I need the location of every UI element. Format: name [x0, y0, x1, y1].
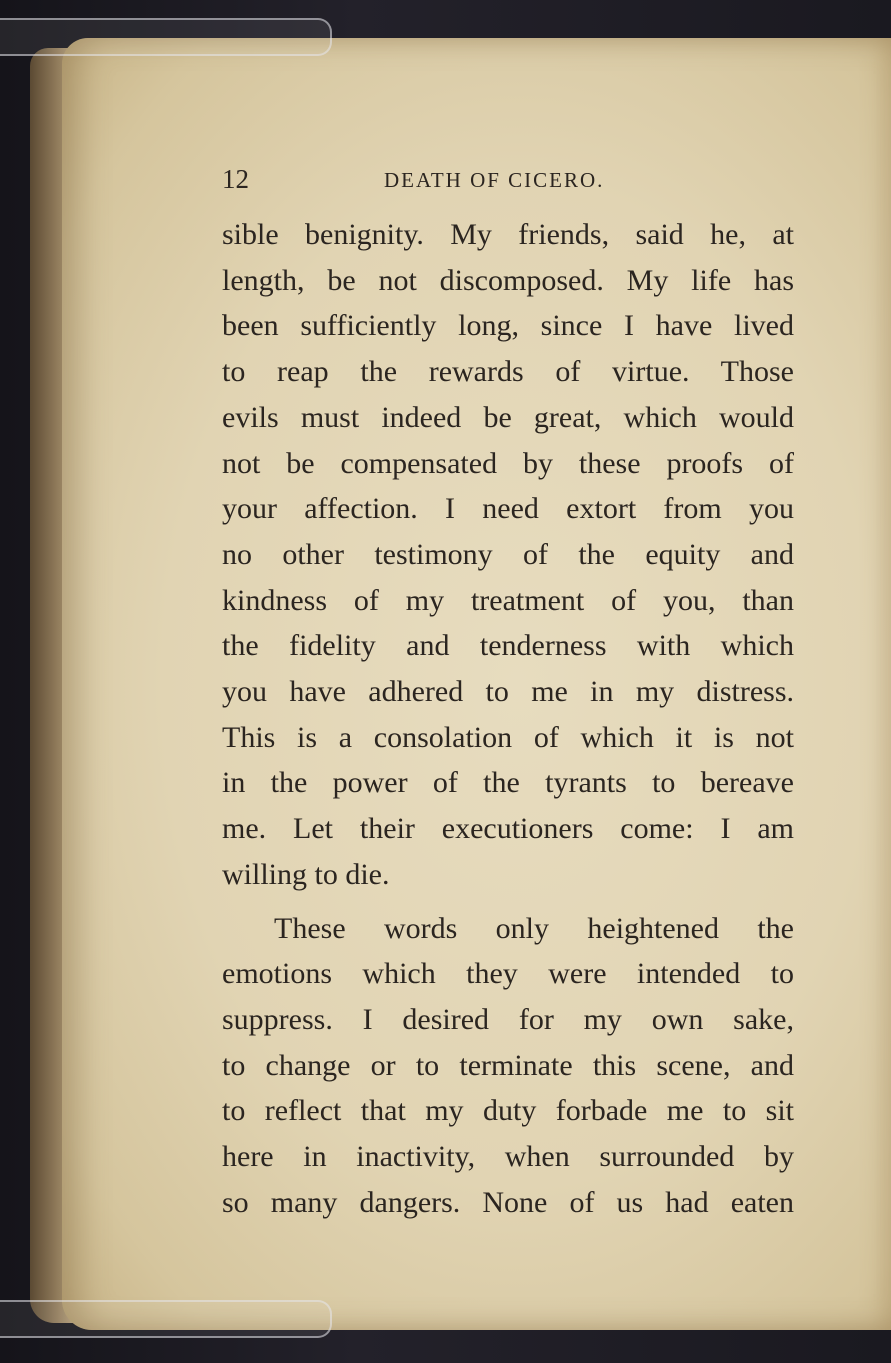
- text-line: you have adhered to me in my distress.: [222, 675, 794, 709]
- text-line: kindness of my treatment of you, than: [222, 583, 794, 617]
- running-title: DEATH OF CICERO.: [384, 168, 605, 192]
- text-line: in the power of the tyrants to bereave: [222, 766, 794, 800]
- body-text: [222, 212, 794, 1225]
- text-line: evils must indeed be great, which would: [222, 400, 794, 434]
- text-line: the fidelity and tenderness with which: [222, 629, 794, 663]
- text-line: This is a consolation of which it is not: [222, 720, 794, 754]
- text-line: to reap the rewards of virtue. Those: [222, 355, 794, 389]
- text-line: willing to die.: [222, 857, 390, 891]
- paragraph-gap: [222, 898, 794, 906]
- page-number: 12: [222, 164, 249, 194]
- text-line: sible benignity. My friends, said he, at: [222, 218, 794, 251]
- text-line: been sufficiently long, since I have lived: [222, 309, 794, 343]
- paragraph: [222, 212, 794, 898]
- text-line: no other testimony of the equity and: [222, 537, 794, 571]
- text-line: your affection. I need extort from you: [222, 492, 794, 526]
- bottom-page-clip: [0, 1300, 332, 1338]
- text-line: These words only heightened the: [274, 911, 794, 945]
- text-line: not be compensated by these proofs of: [222, 446, 794, 480]
- text-line: to reflect that my duty forbade me to sit: [222, 1094, 794, 1128]
- text-line: suppress. I desired for my own sake,: [222, 1002, 794, 1036]
- top-page-clip: [0, 18, 332, 56]
- text-line: so many dangers. None of us had eaten: [222, 1185, 794, 1219]
- text-line: length, be not discomposed. My life has: [222, 263, 794, 297]
- text-line: me. Let their executioners come: I am: [222, 812, 794, 846]
- page-header: [222, 162, 792, 202]
- paragraph: [222, 906, 794, 1226]
- text-line: to change or to terminate this scene, and: [222, 1048, 794, 1082]
- text-line: here in inactivity, when surrounded by: [222, 1140, 794, 1174]
- text-line: emotions which they were intended to: [222, 957, 794, 991]
